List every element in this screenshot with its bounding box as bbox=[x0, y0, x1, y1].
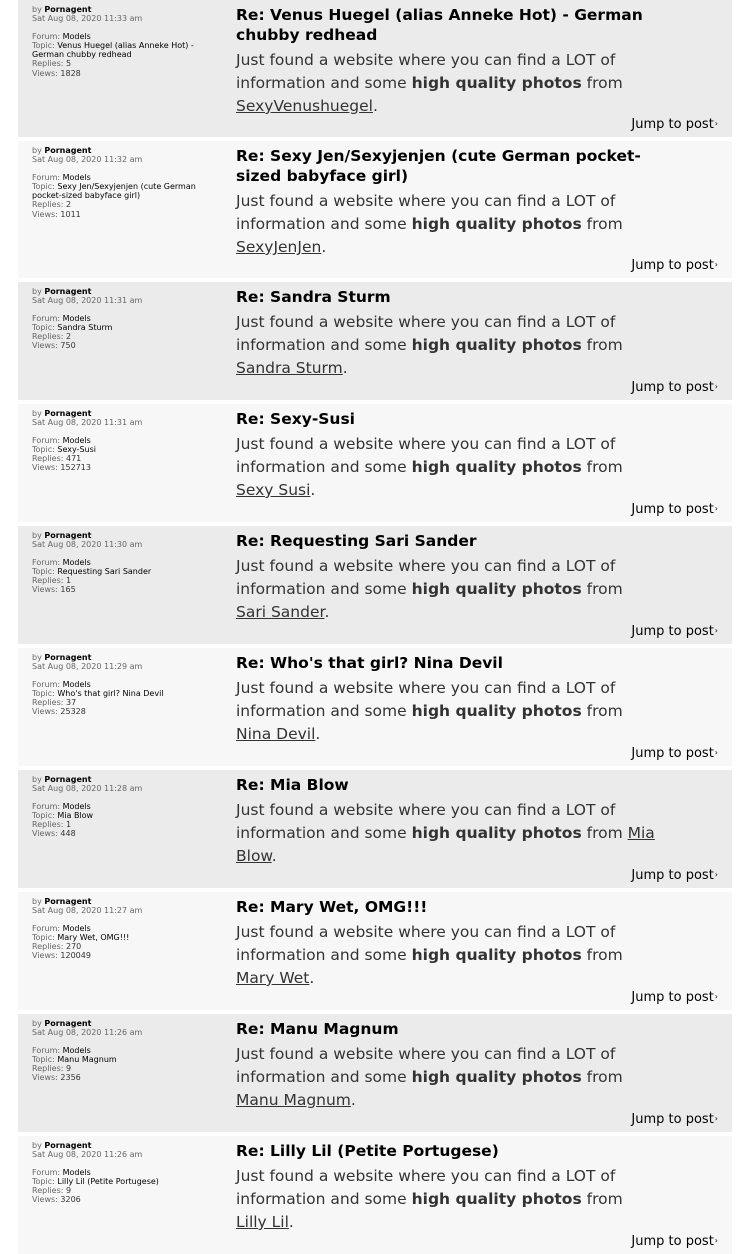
views-label: Views: bbox=[32, 707, 58, 717]
forum-label: Forum: bbox=[32, 31, 61, 41]
post-title-link[interactable]: Re: Manu Magnum bbox=[236, 1020, 399, 1038]
post-meta bbox=[32, 775, 228, 839]
post-text-from: from bbox=[586, 580, 623, 598]
by-label: by bbox=[32, 146, 42, 155]
replies-label: Replies: bbox=[32, 200, 64, 210]
by-label: by bbox=[32, 1141, 42, 1150]
jump-to-post-link[interactable] bbox=[631, 624, 718, 639]
author-link[interactable]: Pornagent bbox=[44, 5, 92, 14]
post-title-link[interactable]: Re: Mia Blow bbox=[236, 776, 349, 794]
post-text-from: from bbox=[586, 336, 623, 354]
jump-label: Jump to post bbox=[631, 117, 714, 132]
post-meta bbox=[32, 531, 228, 595]
search-result-post bbox=[18, 1014, 732, 1132]
post-meta bbox=[32, 1019, 228, 1083]
chevron-right-icon: › bbox=[714, 1114, 718, 1123]
post-body bbox=[236, 531, 656, 624]
replies-count: 2 bbox=[65, 332, 72, 342]
replies-count: 1 bbox=[65, 820, 72, 830]
replies-label: Replies: bbox=[32, 1064, 64, 1074]
post-time: Sat Aug 08, 2020 11:29 am bbox=[32, 662, 143, 672]
forum-link[interactable]: Models bbox=[62, 31, 91, 41]
jump-label: Jump to post bbox=[631, 746, 714, 761]
post-title-link[interactable]: Re: Mary Wet, OMG!!! bbox=[236, 898, 428, 916]
post-text: Just found a website where you can find a LOT of information and some bbox=[236, 1167, 616, 1208]
post-content: Just found a website where you can find a LOT of information and some high quality photos from Nina Devil. bbox=[236, 679, 623, 743]
by-label: by bbox=[32, 775, 42, 784]
chevron-right-icon: › bbox=[714, 382, 718, 391]
search-result-post bbox=[18, 892, 732, 1010]
post-text: Just found a website where you can find a LOT of information and some bbox=[236, 51, 616, 92]
jump-label: Jump to post bbox=[631, 502, 714, 517]
post-text-from: from bbox=[586, 74, 623, 92]
post-external-link[interactable]: Manu Magnum bbox=[236, 1091, 351, 1109]
post-body bbox=[236, 1019, 656, 1112]
post-body bbox=[236, 287, 656, 380]
views-count: 152713 bbox=[60, 463, 91, 473]
post-text-bold: high quality photos bbox=[411, 702, 582, 720]
author-link[interactable]: Pornagent bbox=[44, 287, 92, 296]
views-label: Views: bbox=[32, 951, 58, 961]
jump-label: Jump to post bbox=[631, 258, 714, 273]
post-text: Just found a website where you can find a LOT of information and some bbox=[236, 557, 616, 598]
chevron-right-icon: › bbox=[714, 870, 718, 879]
post-text-bold: high quality photos bbox=[411, 74, 582, 92]
replies-label: Replies: bbox=[32, 332, 64, 342]
chevron-right-icon: › bbox=[714, 1236, 718, 1245]
post-meta bbox=[32, 409, 228, 473]
post-external-link[interactable]: SexyJenJen bbox=[236, 238, 322, 256]
search-result-post bbox=[18, 0, 732, 137]
topic-label: Topic: bbox=[32, 566, 55, 576]
post-text: Just found a website where you can find a LOT of information and some bbox=[236, 801, 616, 842]
forum-label: Forum: bbox=[32, 557, 61, 567]
forum-link[interactable]: Models bbox=[62, 557, 91, 567]
post-external-link[interactable]: Mary Wet bbox=[236, 969, 310, 987]
replies-label: Replies: bbox=[32, 59, 64, 69]
post-text-from: from bbox=[586, 824, 623, 842]
chevron-right-icon: › bbox=[714, 748, 718, 757]
replies-count: 270 bbox=[65, 942, 82, 952]
forum-link[interactable]: Models bbox=[62, 679, 91, 689]
jump-to-post-link[interactable] bbox=[631, 380, 718, 395]
jump-label: Jump to post bbox=[631, 1234, 714, 1249]
post-external-link[interactable]: Nina Devil bbox=[236, 725, 316, 743]
post-text-bold: high quality photos bbox=[411, 824, 582, 842]
topic-link[interactable]: Mia Blow bbox=[57, 810, 94, 820]
topic-label: Topic: bbox=[32, 322, 55, 332]
post-meta bbox=[32, 897, 228, 961]
post-body bbox=[236, 653, 656, 746]
post-title-link[interactable]: Re: Lilly Lil (Petite Portugese) bbox=[236, 1142, 499, 1160]
author-link[interactable]: Pornagent bbox=[44, 897, 92, 906]
author-link[interactable]: Pornagent bbox=[44, 146, 92, 155]
views-count: 25328 bbox=[60, 707, 86, 717]
forum-label: Forum: bbox=[32, 435, 61, 445]
replies-count: 2 bbox=[65, 200, 72, 210]
topic-link[interactable]: Sexy-Susi bbox=[57, 444, 96, 454]
replies-label: Replies: bbox=[32, 942, 64, 952]
post-text: Just found a website where you can find a LOT of information and some bbox=[236, 679, 616, 720]
post-external-link[interactable]: Sandra Sturm bbox=[236, 359, 343, 377]
search-result-post bbox=[18, 282, 732, 400]
topic-link[interactable]: Venus Huegel (alias Anneke Hot) - German chubby redhead bbox=[32, 40, 194, 60]
replies-count: 9 bbox=[65, 1064, 72, 1074]
jump-to-post-link[interactable] bbox=[631, 868, 718, 883]
topic-link[interactable]: Mary Wet, OMG!!! bbox=[57, 932, 130, 942]
forum-label: Forum: bbox=[32, 172, 61, 182]
topic-label: Topic: bbox=[32, 1176, 55, 1186]
post-text-from: from bbox=[586, 215, 623, 233]
jump-to-post-link[interactable] bbox=[631, 990, 718, 1005]
author-link[interactable]: Pornagent bbox=[44, 531, 92, 540]
replies-label: Replies: bbox=[32, 698, 64, 708]
author-link[interactable]: Pornagent bbox=[44, 1141, 92, 1150]
post-content: Just found a website where you can find a LOT of information and some high quality photos from SexyJenJen. bbox=[236, 192, 623, 256]
by-label: by bbox=[32, 409, 42, 418]
forum-link[interactable]: Models bbox=[62, 172, 91, 182]
replies-label: Replies: bbox=[32, 1186, 64, 1196]
topic-link[interactable]: Sandra Sturm bbox=[57, 322, 113, 332]
post-time: Sat Aug 08, 2020 11:27 am bbox=[32, 906, 143, 916]
replies-count: 1 bbox=[65, 576, 72, 586]
topic-label: Topic: bbox=[32, 810, 55, 820]
views-label: Views: bbox=[32, 68, 58, 78]
post-text-from: from bbox=[586, 702, 623, 720]
post-text-from: from bbox=[586, 1068, 623, 1086]
post-text-bold: high quality photos bbox=[411, 1190, 582, 1208]
topic-label: Topic: bbox=[32, 181, 55, 191]
search-result-post bbox=[18, 1136, 732, 1254]
forum-link[interactable]: Models bbox=[62, 313, 91, 323]
author-link[interactable]: Pornagent bbox=[44, 409, 92, 418]
forum-link[interactable]: Models bbox=[62, 1045, 91, 1055]
by-label: by bbox=[32, 653, 42, 662]
views-count: 750 bbox=[60, 341, 76, 351]
topic-link[interactable]: Requesting Sari Sander bbox=[57, 566, 152, 576]
views-count: 448 bbox=[60, 829, 76, 839]
post-text-bold: high quality photos bbox=[411, 336, 582, 354]
forum-label: Forum: bbox=[32, 923, 61, 933]
views-count: 1011 bbox=[60, 209, 81, 219]
jump-label: Jump to post bbox=[631, 990, 714, 1005]
post-text: Just found a website where you can find a LOT of information and some bbox=[236, 1045, 616, 1086]
post-title-link[interactable]: Re: Sexy Jen/Sexyjenjen (cute German pocket-sized babyface girl) bbox=[236, 147, 641, 185]
by-label: by bbox=[32, 287, 42, 296]
post-content: Just found a website where you can find a LOT of information and some high quality photos from Manu Magnum. bbox=[236, 1045, 623, 1109]
post-text-bold: high quality photos bbox=[411, 580, 582, 598]
topic-label: Topic: bbox=[32, 932, 55, 942]
post-text-from: from bbox=[586, 946, 623, 964]
post-text: Just found a website where you can find a LOT of information and some bbox=[236, 313, 616, 354]
replies-count: 5 bbox=[65, 59, 72, 69]
post-text: Just found a website where you can find a LOT of information and some bbox=[236, 192, 616, 233]
post-title-link[interactable]: Re: Sexy-Susi bbox=[236, 410, 355, 428]
post-content: Just found a website where you can find a LOT of information and some high quality photos from Sandra Sturm. bbox=[236, 313, 623, 377]
author-link[interactable]: Pornagent bbox=[44, 653, 92, 662]
views-count: 120049 bbox=[60, 951, 91, 961]
by-label: by bbox=[32, 5, 42, 14]
jump-label: Jump to post bbox=[631, 1112, 714, 1127]
post-meta bbox=[32, 146, 228, 219]
post-meta bbox=[32, 287, 228, 351]
post-content: Just found a website where you can find a LOT of information and some high quality photos from Sari Sander. bbox=[236, 557, 623, 621]
post-time: Sat Aug 08, 2020 11:32 am bbox=[32, 155, 143, 165]
jump-to-post-link[interactable] bbox=[631, 746, 718, 761]
views-count: 2356 bbox=[60, 1073, 81, 1083]
replies-label: Replies: bbox=[32, 820, 64, 830]
forum-link[interactable]: Models bbox=[62, 1167, 91, 1177]
search-result-post bbox=[18, 404, 732, 522]
views-label: Views: bbox=[32, 1073, 58, 1083]
jump-to-post-link[interactable] bbox=[631, 117, 718, 132]
forum-link[interactable]: Models bbox=[62, 435, 91, 445]
post-time: Sat Aug 08, 2020 11:28 am bbox=[32, 784, 143, 794]
post-external-link[interactable]: Lilly Lil bbox=[236, 1213, 289, 1231]
topic-link[interactable]: Sexy Jen/Sexyjenjen (cute German pocket-sized babyface girl) bbox=[32, 181, 196, 201]
replies-label: Replies: bbox=[32, 454, 64, 464]
post-time: Sat Aug 08, 2020 11:33 am bbox=[32, 14, 143, 24]
forum-label: Forum: bbox=[32, 801, 61, 811]
post-content: Just found a website where you can find a LOT of information and some high quality photos from Sexy Susi. bbox=[236, 435, 623, 499]
post-meta bbox=[32, 1141, 228, 1205]
forum-label: Forum: bbox=[32, 679, 61, 689]
views-label: Views: bbox=[32, 463, 58, 473]
post-content: Just found a website where you can find a LOT of information and some high quality photos from SexyVenushuegel. bbox=[236, 51, 623, 115]
post-content: Just found a website where you can find a LOT of information and some high quality photos from Mary Wet. bbox=[236, 923, 623, 987]
post-title-link[interactable]: Re: Requesting Sari Sander bbox=[236, 532, 477, 550]
forum-link[interactable]: Models bbox=[62, 801, 91, 811]
views-label: Views: bbox=[32, 1195, 58, 1205]
by-label: by bbox=[32, 897, 42, 906]
post-text-from: from bbox=[586, 1190, 623, 1208]
replies-count: 471 bbox=[65, 454, 82, 464]
topic-link[interactable]: Manu Magnum bbox=[57, 1054, 117, 1064]
jump-label: Jump to post bbox=[631, 624, 714, 639]
views-label: Views: bbox=[32, 341, 58, 351]
views-label: Views: bbox=[32, 209, 58, 219]
views-count: 165 bbox=[60, 585, 76, 595]
topic-label: Topic: bbox=[32, 444, 55, 454]
post-body bbox=[236, 409, 656, 502]
post-title-link[interactable]: Re: Venus Huegel (alias Anneke Hot) - German chubby redhead bbox=[236, 6, 643, 44]
views-count: 1828 bbox=[60, 68, 81, 78]
jump-label: Jump to post bbox=[631, 380, 714, 395]
post-body bbox=[236, 897, 656, 990]
author-link[interactable]: Pornagent bbox=[44, 1019, 92, 1028]
forum-label: Forum: bbox=[32, 313, 61, 323]
post-body bbox=[236, 146, 656, 259]
post-body bbox=[236, 1141, 656, 1234]
chevron-right-icon: › bbox=[714, 119, 718, 128]
views-count: 3206 bbox=[60, 1195, 81, 1205]
chevron-right-icon: › bbox=[714, 504, 718, 513]
post-body bbox=[236, 5, 656, 118]
post-meta bbox=[32, 5, 228, 78]
post-text-bold: high quality photos bbox=[411, 946, 582, 964]
jump-to-post-link[interactable] bbox=[631, 1112, 718, 1127]
chevron-right-icon: › bbox=[714, 992, 718, 1001]
chevron-right-icon: › bbox=[714, 260, 718, 269]
views-label: Views: bbox=[32, 585, 58, 595]
search-result-post bbox=[18, 141, 732, 278]
post-time: Sat Aug 08, 2020 11:26 am bbox=[32, 1150, 143, 1160]
post-time: Sat Aug 08, 2020 11:26 am bbox=[32, 1028, 143, 1038]
post-content: Just found a website where you can find a LOT of information and some high quality photos from Lilly Lil. bbox=[236, 1167, 623, 1231]
post-body bbox=[236, 775, 656, 868]
search-result-post bbox=[18, 770, 732, 888]
replies-count: 37 bbox=[65, 698, 77, 708]
post-time: Sat Aug 08, 2020 11:31 am bbox=[32, 418, 143, 428]
search-result-post bbox=[18, 648, 732, 766]
post-content: Just found a website where you can find a LOT of information and some high quality photos from Mia Blow. bbox=[236, 801, 655, 865]
post-time: Sat Aug 08, 2020 11:30 am bbox=[32, 540, 143, 550]
post-text-bold: high quality photos bbox=[411, 458, 582, 476]
post-title-link[interactable]: Re: Who's that girl? Nina Devil bbox=[236, 654, 503, 672]
post-text-bold: high quality photos bbox=[411, 1068, 582, 1086]
forum-link[interactable]: Models bbox=[62, 923, 91, 933]
post-meta bbox=[32, 653, 228, 717]
by-label: by bbox=[32, 1019, 42, 1028]
by-label: by bbox=[32, 531, 42, 540]
topic-label: Topic: bbox=[32, 1054, 55, 1064]
topic-label: Topic: bbox=[32, 688, 55, 698]
post-external-link[interactable]: Sari Sander bbox=[236, 603, 325, 621]
post-text-from: from bbox=[586, 458, 623, 476]
replies-count: 9 bbox=[65, 1186, 72, 1196]
post-text: Just found a website where you can find a LOT of information and some bbox=[236, 435, 616, 476]
topic-link[interactable]: Lilly Lil (Petite Portugese) bbox=[57, 1176, 159, 1186]
post-external-link[interactable]: Mia Blow bbox=[236, 824, 655, 865]
post-time: Sat Aug 08, 2020 11:31 am bbox=[32, 296, 143, 306]
post-text-bold: high quality photos bbox=[411, 215, 582, 233]
chevron-right-icon: › bbox=[714, 626, 718, 635]
jump-label: Jump to post bbox=[631, 868, 714, 883]
topic-link[interactable]: Who's that girl? Nina Devil bbox=[57, 688, 164, 698]
post-title-link[interactable]: Re: Sandra Sturm bbox=[236, 288, 391, 306]
post-external-link[interactable]: SexyVenushuegel bbox=[236, 97, 373, 115]
jump-to-post-link[interactable] bbox=[631, 502, 718, 517]
search-result-post bbox=[18, 526, 732, 644]
jump-to-post-link[interactable] bbox=[631, 1234, 718, 1249]
views-label: Views: bbox=[32, 829, 58, 839]
forum-label: Forum: bbox=[32, 1167, 61, 1177]
author-link[interactable]: Pornagent bbox=[44, 775, 92, 784]
forum-label: Forum: bbox=[32, 1045, 61, 1055]
post-external-link[interactable]: Sexy Susi bbox=[236, 481, 311, 499]
replies-label: Replies: bbox=[32, 576, 64, 586]
post-text: Just found a website where you can find a LOT of information and some bbox=[236, 923, 616, 964]
jump-to-post-link[interactable] bbox=[631, 258, 718, 273]
topic-label: Topic: bbox=[32, 40, 55, 50]
